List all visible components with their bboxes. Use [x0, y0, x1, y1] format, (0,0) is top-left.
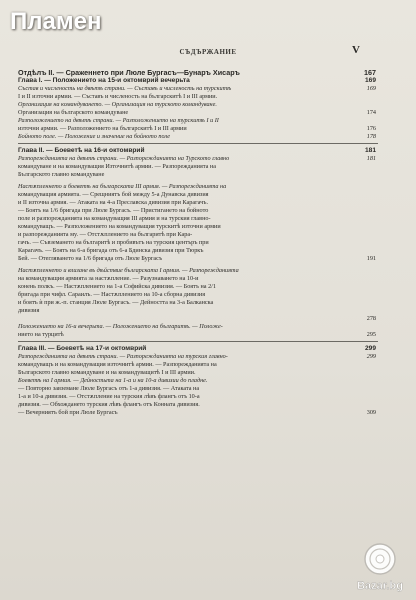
bazar-logo-icon: [346, 536, 414, 598]
toc-entry: [18, 393, 358, 401]
toc-entry-text: Карагачъ. — Боятъ на 6-а бригада отъ 6-а Бдинска дивизия при Тюркъ: [18, 247, 204, 254]
toc-entry: [18, 353, 376, 361]
running-head: СЪДЪРЖАНИЕ: [179, 48, 237, 56]
toc-entry-page: 309: [366, 409, 376, 416]
toc-entry-text: нието на турцитѣ: [18, 331, 64, 338]
toc-entry: [18, 215, 358, 223]
toc-entry-text: Бей. — Отегляването на 1/6 бригада отъ Люле Бургасъ: [18, 255, 163, 262]
toc-entry-page: 181: [366, 155, 376, 162]
toc-entry: [18, 77, 376, 85]
toc-entry: [18, 377, 358, 385]
toc-entry-page: 178: [366, 133, 376, 140]
toc-entry-text: Глава III. — Боеветѣ на 17-и октомврий: [18, 345, 147, 352]
toc-entry-page: 299: [364, 345, 376, 352]
toc-entry-text: Организация на българското командуване: [18, 109, 129, 116]
toc-entry: [18, 291, 358, 299]
toc-entry: [18, 267, 358, 275]
toc-entry: [18, 163, 358, 171]
toc-entry: [18, 323, 358, 331]
toc-entry-text: — Вечерниятъ бой при Люле Бургасъ: [18, 409, 118, 416]
toc-entry-text: командуване и на командуващия Източнитѣ армии. — Разпорежданията на: [18, 163, 216, 170]
toc-entry-page: 176: [366, 125, 376, 132]
table-of-contents: [18, 68, 376, 417]
toc-entry-page: 295: [366, 331, 376, 338]
toc-entry: [18, 315, 376, 323]
toc-entry: [18, 299, 358, 307]
toc-entry-text: Бойното поле. — Положение и значение на бойното поле: [18, 133, 171, 140]
toc-entry-text: източни армии. — Разположението на българскитѣ I и III армии: [18, 125, 187, 132]
toc-entry: [18, 117, 358, 125]
toc-entry-text: поле и разпорежданията на командуващия III армия и на турския главно-: [18, 215, 211, 222]
toc-entry-page: 169: [364, 77, 376, 84]
toc-entry: [18, 183, 358, 191]
logo-text: Bazar.bg: [357, 580, 403, 592]
toc-entry: [18, 255, 376, 263]
toc-entry: [18, 401, 358, 409]
toc-entry: [18, 275, 358, 283]
toc-entry-text: на командуващия армията за настѫпление. — Разузнаването на 10-и: [18, 275, 199, 282]
toc-entry: [18, 85, 376, 93]
toc-entry-text: командуващъ. — Разположението на командуващия турскитѣ източни армии: [18, 223, 221, 230]
toc-entry-text: Разпорежданията на двѣтѣ страни. — Разпорежданията на Турското главно: [18, 155, 230, 162]
toc-entry: [18, 239, 358, 247]
toc-entry: [18, 93, 358, 101]
page-number: V: [352, 44, 360, 56]
toc-entry-text: Отдѣлъ II. — Сраженнето при Люле Бургасъ—Бунаръ Хисаръ: [18, 68, 240, 77]
toc-entry: [18, 191, 358, 199]
toc-entry-text: бригада при чифл. Сараилъ. — Настѫплението на 10-а сборна дивизия: [18, 291, 206, 298]
toc-entry-page: 278: [366, 315, 376, 322]
toc-entry-text: — Боятъ на 1/6 бригада при Люле Бургасъ. — Пристигането на бойното: [18, 207, 209, 214]
toc-entry: [18, 207, 358, 215]
toc-entry-page: 169: [366, 85, 376, 92]
toc-entry-text: — Повторно завземане Люле Бургасъ отъ 1-а дивизия. — Атаката на: [18, 385, 200, 392]
toc-entry-text: Боеветѣ на I армия. — Дейностьта на 1-а и на 10-а дивизии до пладне.: [18, 377, 208, 384]
toc-entry: [18, 283, 358, 291]
toc-entry: [18, 68, 376, 77]
toc-entry: [18, 345, 376, 353]
toc-entry-page: 299: [366, 353, 376, 360]
watermark-title: Пламен: [10, 8, 102, 35]
toc-entry: [18, 223, 358, 231]
toc-entry-page: 191: [366, 255, 376, 262]
toc-entry-page: 174: [366, 109, 376, 116]
toc-entry: [18, 199, 358, 207]
toc-entry-text: Настѫпленнето и влизане въ дѣйствие българската I армия. — Разпорежданията: [18, 267, 239, 274]
toc-entry: [18, 409, 376, 417]
toc-entry-text: и II източна армия. — Атаката на 4-а Преславска дивизия при Карагачъ.: [18, 199, 209, 206]
toc-entry-text: Разположението на двѣтѣ страни. — Разположението на турскитѣ I и II: [18, 117, 219, 124]
toc-entry: [18, 369, 358, 377]
toc-entry-text: Настѫпленнето и боеветѣ на българската III армия. — Разпорежданията на: [18, 183, 227, 190]
toc-entry: [18, 385, 358, 393]
section-divider: [18, 143, 378, 144]
toc-entry: [18, 125, 376, 133]
toc-entry: [18, 231, 358, 239]
toc-entry-page: 181: [364, 147, 376, 154]
toc-entry-text: конень полкъ. — Настѫплението на 1-а Софийска дивизия. — Боятъ на 2/1: [18, 283, 216, 290]
toc-entry-text: командуващия армията. — Срещниятъ бой между 5-а Дунавска дивизия: [18, 191, 209, 198]
toc-entry: [18, 147, 376, 155]
toc-entry-text: Разпорежданията на двѣтѣ страни. — Разпорежданията на турския главно-: [18, 353, 228, 360]
toc-entry: [18, 171, 358, 179]
toc-entry-text: Организация на командуването. — Организация на турското командуване.: [18, 101, 217, 108]
toc-entry-text: Състав и численость на двѣтѣ страни. — Съставъ и численость на турскитѣ: [18, 85, 232, 92]
toc-entry-text: 1-а и 10-а дивизия. — Отстѫпление на турския лѣвъ флангъ отъ 10-а: [18, 393, 200, 400]
toc-entry-text: Глава I. — Положението на 15-и октомврий вечерьта: [18, 77, 190, 84]
toc-entry: [18, 331, 376, 339]
toc-entry: [18, 247, 358, 255]
toc-entry: [18, 361, 358, 369]
toc-entry-text: гачъ. — Съвземането на българитѣ и пробивътъ на турския центъръ при: [18, 239, 209, 246]
toc-entry-text: командуващъ и на командуващия източнитѣ армии. — Разпорежданията на: [18, 361, 217, 368]
toc-entry: [18, 133, 376, 141]
section-divider: [18, 341, 378, 342]
toc-entry-text: и разпорежданията му. — Отстѫплението на българитѣ при Кара-: [18, 231, 193, 238]
toc-entry: [18, 155, 376, 163]
toc-entry-text: дивизия: [18, 307, 40, 314]
toc-entry-text: I и II източни армии. — Съставъ и численость на българскитѣ I и III армии.: [18, 93, 218, 100]
toc-entry: [18, 307, 358, 315]
toc-entry: [18, 101, 358, 109]
toc-entry-text: Българското главно командуване: [18, 171, 105, 178]
toc-entry: [18, 109, 376, 117]
toc-entry-text: дивизия. — Обхождането турския лѣвъ флангъ отъ Конната дивизия.: [18, 401, 200, 408]
toc-entry-text: Глава II. — Боеветѣ на 16-и октомврий: [18, 147, 145, 154]
toc-entry-page: 167: [364, 68, 376, 77]
toc-entry-text: Българското главно командуване и на командуващитѣ I и III армии.: [18, 369, 196, 376]
toc-entry-text: Положението на 16-и вечерьта. — Положението на българитѣ. — Положе-: [18, 323, 223, 330]
toc-entry-text: и боятъ ѝ при ж.-п. станция Люле Бургасъ. — Дейността на 3-а Балканска: [18, 299, 214, 306]
